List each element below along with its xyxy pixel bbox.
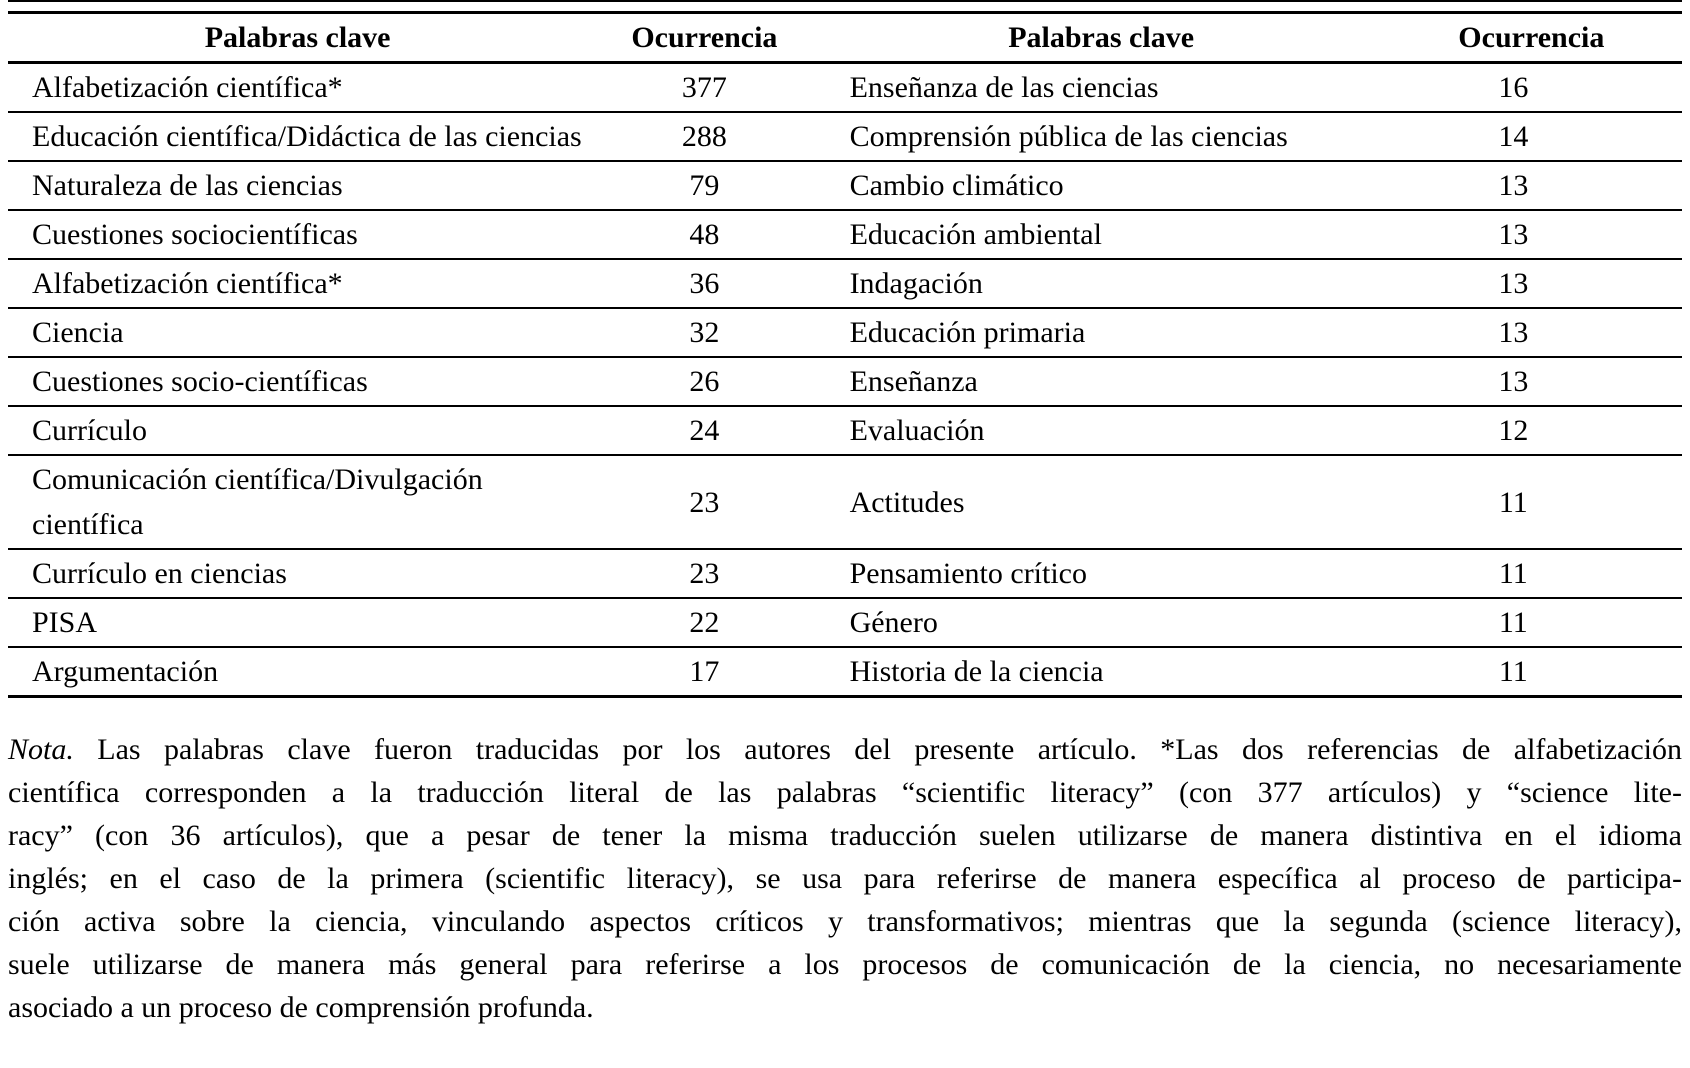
occurrence-cell-right: 11 [1381, 647, 1682, 697]
keyword-cell-right: Educación ambiental [822, 210, 1381, 259]
note-line [8, 728, 1682, 771]
note-line: inglés; en el caso de la primera (scientific literacy), se usa para referirse de manera específica al proceso de participa- [8, 862, 1682, 895]
keyword-cell-left: Cuestiones sociocientíficas [8, 210, 587, 259]
occurrence-cell-left: 24 [587, 406, 821, 455]
keyword-cell-right: Comprensión pública de las ciencias [822, 112, 1381, 161]
keyword-cell-left: PISA [8, 598, 587, 647]
occurrence-cell-left: 17 [587, 647, 821, 697]
occurrence-cell-left: 36 [587, 259, 821, 308]
table-row [8, 647, 1682, 697]
occurrence-cell-right: 16 [1381, 63, 1682, 113]
occurrence-cell-right: 13 [1381, 357, 1682, 406]
keyword-cell-left: Currículo en ciencias [8, 549, 587, 598]
occurrence-cell-right: 14 [1381, 112, 1682, 161]
occurrence-cell-left: 79 [587, 161, 821, 210]
occurrence-cell-left: 377 [587, 63, 821, 113]
table-row [8, 161, 1682, 210]
occurrence-cell-right: 13 [1381, 308, 1682, 357]
keyword-cell-left: Cuestiones socio-científicas [8, 357, 587, 406]
keyword-cell-right: Indagación [822, 259, 1381, 308]
keyword-cell-right: Cambio climático [822, 161, 1381, 210]
table-row [8, 112, 1682, 161]
keyword-cell-right: Evaluación [822, 406, 1381, 455]
note-label: Nota. [8, 733, 74, 766]
keyword-cell-left: Comunicación científica/Divulgación científica [8, 455, 587, 549]
keyword-cell-left: Ciencia [8, 308, 587, 357]
keyword-cell-right: Actitudes [822, 455, 1381, 549]
top-rule [8, 0, 1682, 2]
table-row [8, 63, 1682, 113]
table-row [8, 210, 1682, 259]
table-row [8, 308, 1682, 357]
table-row [8, 259, 1682, 308]
occurrence-cell-left: 32 [587, 308, 821, 357]
table-row [8, 549, 1682, 598]
col-header-keywords-right: Palabras clave [822, 13, 1381, 63]
occurrence-cell-right: 13 [1381, 161, 1682, 210]
col-header-occurrence-right: Ocurrencia [1381, 13, 1682, 63]
keyword-cell-right: Género [822, 598, 1381, 647]
note-line: ción activa sobre la ciencia, vinculando aspectos críticos y transformativos; mientras que la segunda (science literacy), [8, 905, 1682, 938]
table-row [8, 455, 1682, 549]
keyword-cell-right: Enseñanza [822, 357, 1381, 406]
occurrence-cell-right: 11 [1381, 598, 1682, 647]
col-header-keywords-left: Palabras clave [8, 13, 587, 63]
table-body [8, 63, 1682, 697]
note-line: suele utilizarse de manera más general para referirse a los procesos de comunicación de la ciencia, no necesariamente [8, 948, 1682, 981]
note-line: asociado a un proceso de comprensión profunda. [8, 991, 594, 1024]
occurrence-cell-right: 13 [1381, 210, 1682, 259]
header-row [8, 13, 1682, 63]
occurrence-cell-left: 22 [587, 598, 821, 647]
table-row [8, 406, 1682, 455]
occurrence-cell-right: 12 [1381, 406, 1682, 455]
occurrence-cell-left: 288 [587, 112, 821, 161]
col-header-occurrence-left: Ocurrencia [587, 13, 821, 63]
occurrence-cell-right: 11 [1381, 549, 1682, 598]
table-row [8, 357, 1682, 406]
table-row [8, 598, 1682, 647]
keyword-cell-right: Historia de la ciencia [822, 647, 1381, 697]
keyword-cell-right: Pensamiento crítico [822, 549, 1381, 598]
keyword-cell-left: Educación científica/Didáctica de las ciencias [8, 112, 587, 161]
occurrence-cell-right: 11 [1381, 455, 1682, 549]
note-line: racy” (con 36 artículos), que a pesar de tener la misma traducción suelen utilizarse de manera distintiva en el idioma [8, 819, 1682, 852]
note-text: Las palabras clave fueron traducidas por los autores del presente artículo. *Las dos referencias de alfabetización [73, 733, 1682, 766]
keyword-cell-left: Naturaleza de las ciencias [8, 161, 587, 210]
keyword-cell-left: Argumentación [8, 647, 587, 697]
keywords-occurrence-table [8, 11, 1682, 698]
occurrence-cell-right: 13 [1381, 259, 1682, 308]
occurrence-cell-left: 48 [587, 210, 821, 259]
keyword-cell-right: Educación primaria [822, 308, 1381, 357]
table-note [8, 728, 1682, 1029]
keyword-cell-left: Currículo [8, 406, 587, 455]
keyword-cell-left: Alfabetización científica* [8, 63, 587, 113]
keyword-cell-right: Enseñanza de las ciencias [822, 63, 1381, 113]
note-line: científica corresponden a la traducción literal de las palabras “scientific literacy” (con 377 artículos) y “science lite- [8, 776, 1682, 809]
occurrence-cell-left: 23 [587, 549, 821, 598]
occurrence-cell-left: 26 [587, 357, 821, 406]
keyword-cell-left: Alfabetización científica* [8, 259, 587, 308]
occurrence-cell-left: 23 [587, 455, 821, 549]
